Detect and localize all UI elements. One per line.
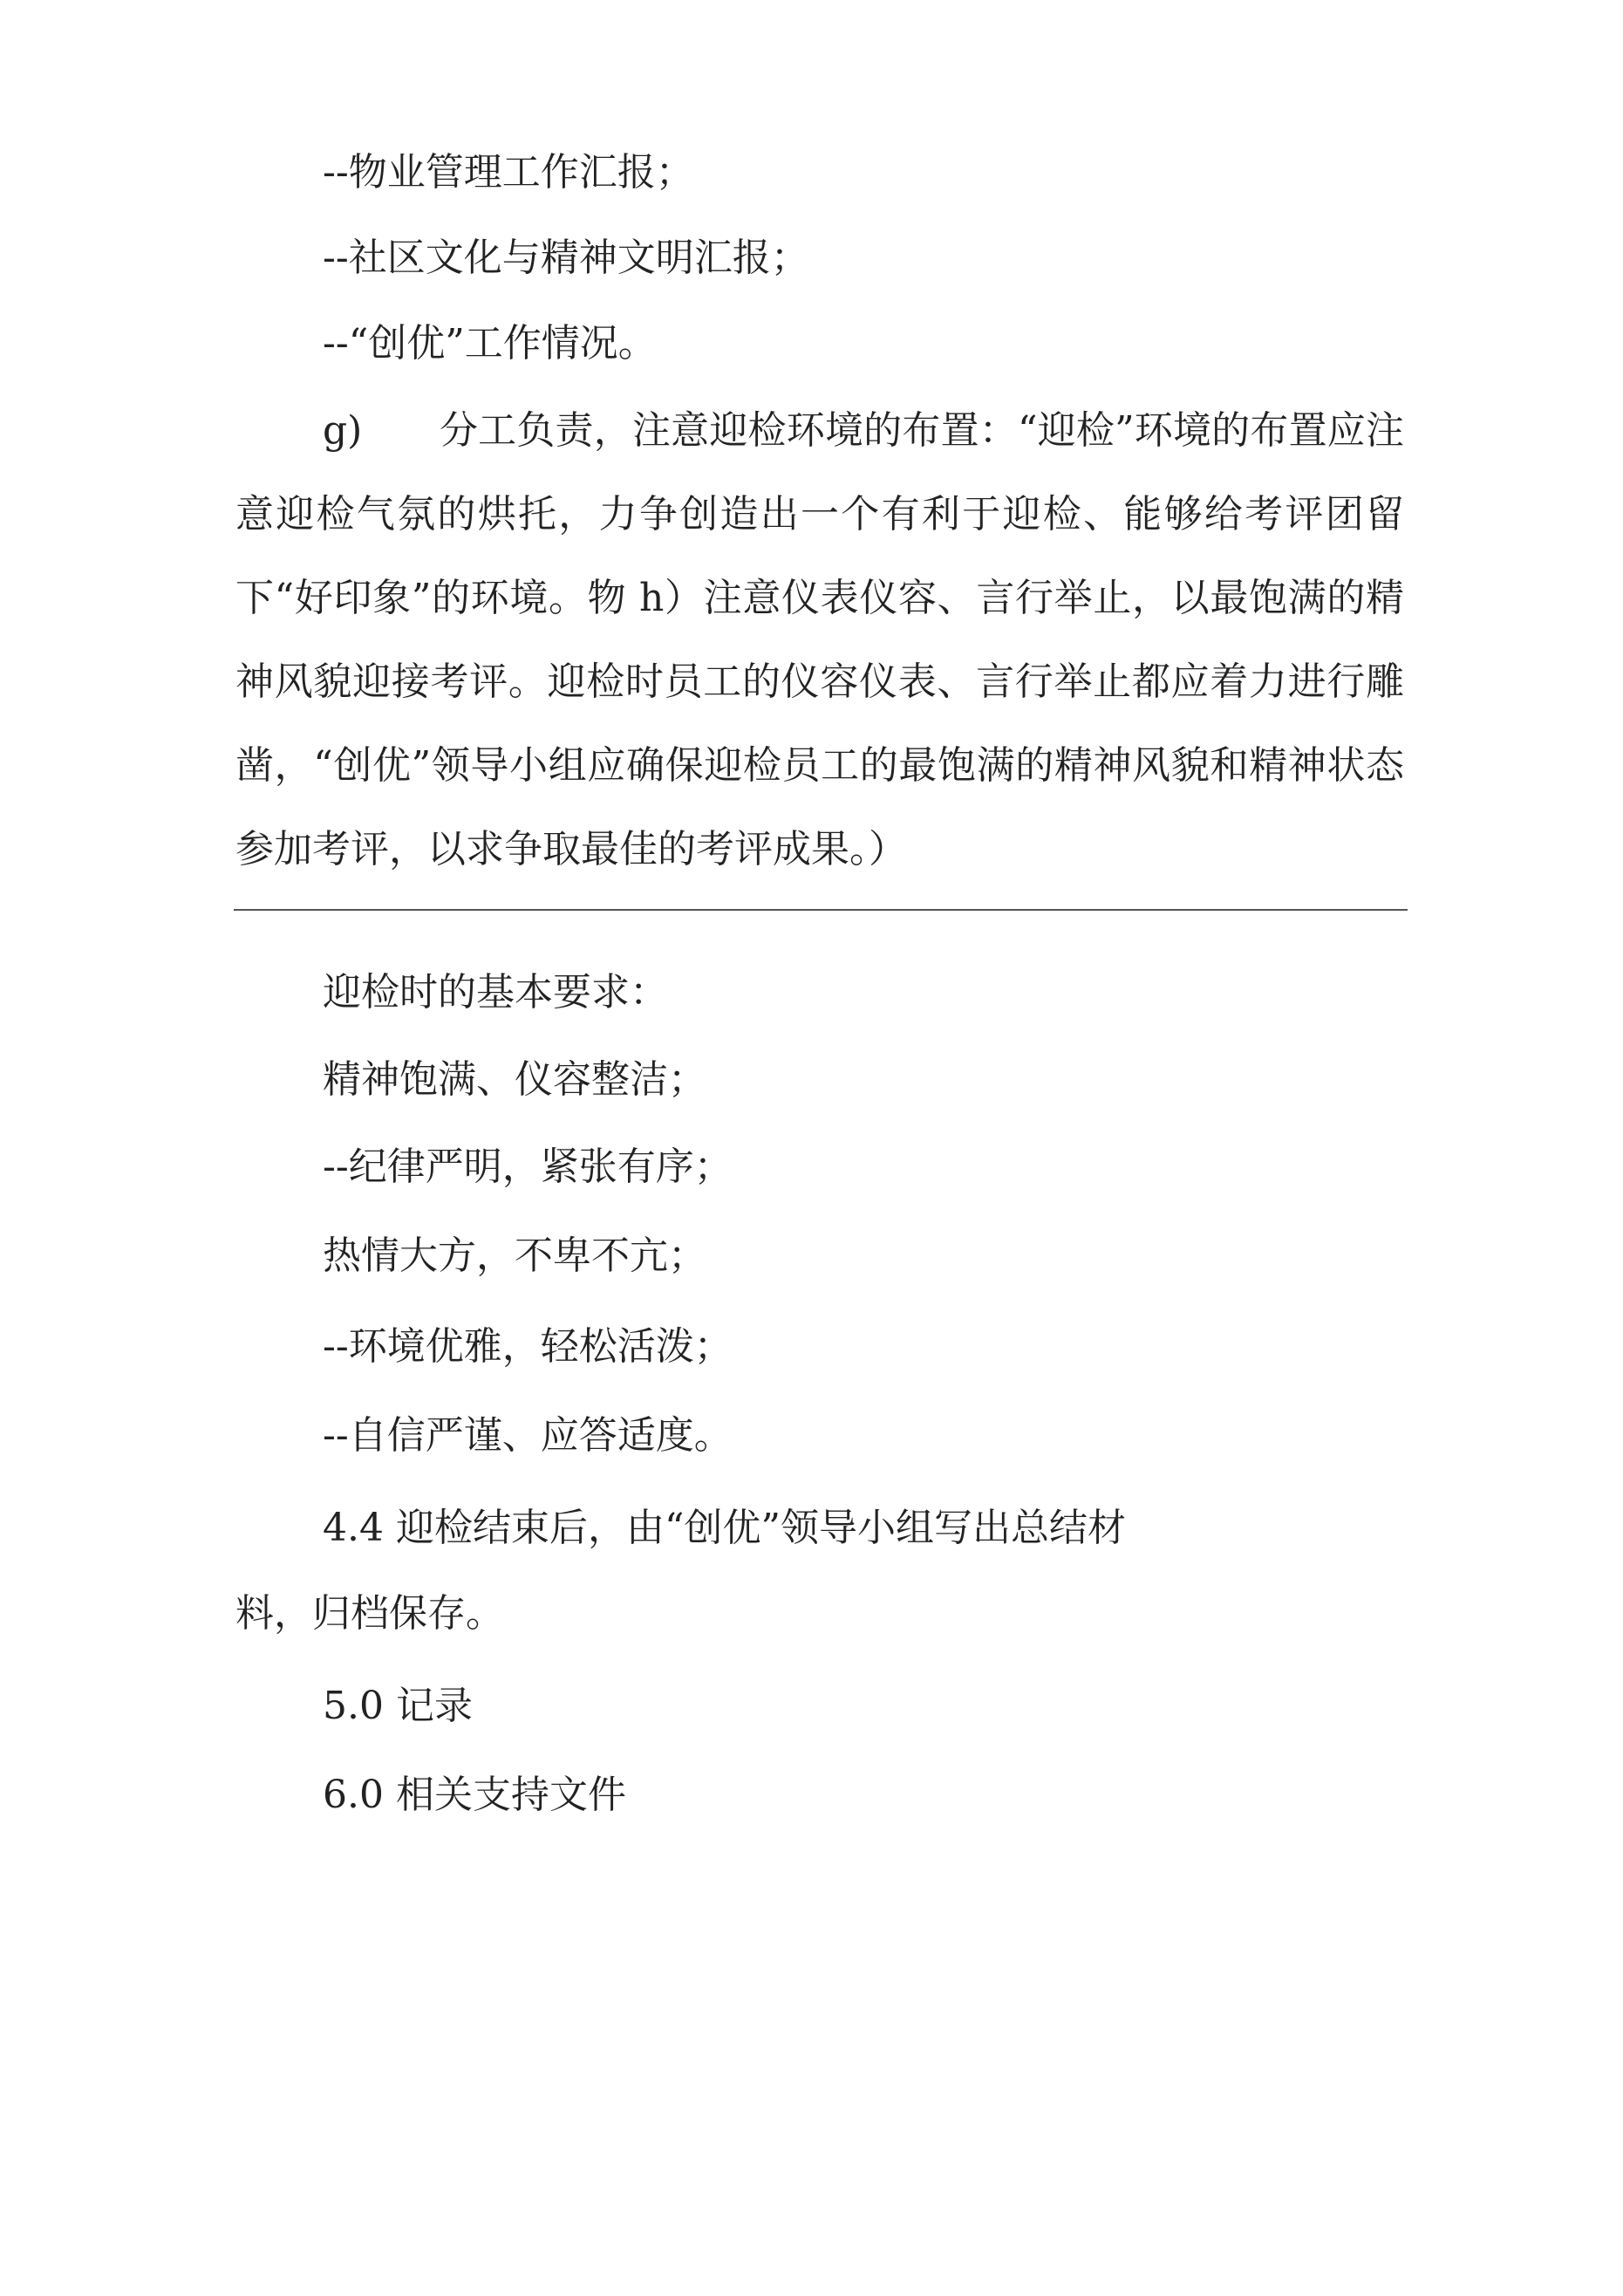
text-line-section-4-4: 4.4 迎检结束后，由“创优”领导小组写出总结材 <box>323 1506 1126 1550</box>
text-line-requirement-enthusiasm: 热情大方，不卑不亢； <box>323 1233 706 1278</box>
paragraph-g-inspection-environment: g) 分工负责，注意迎检环境的布置：“迎检”环境的布置应注意迎检气氛的烘托，力争创造出一个有利于迎检、能够给考评团留下“好印象”的环境。物 h）注意仪表仪容、言行举止，以最饱满的精神风貌迎接考评。迎检时员工的仪容仪表、言行举止都应着力进行雕凿，“创优”领导小组应确保迎检员工的最饱满的精神风貌和精神状态参加考评，以求争取最佳的考评成果。） <box>235 408 1404 871</box>
heading-records: 5.0 记录 <box>323 1684 473 1728</box>
text-line-requirement-discipline: --纪律严明，紧张有序； <box>323 1145 733 1189</box>
text-line-property-report: --物业管理工作汇报； <box>323 150 694 195</box>
text-line-basic-requirements: 迎检时的基本要求： <box>323 970 668 1015</box>
heading-related-documents: 6.0 相关支持文件 <box>323 1773 626 1817</box>
text-line-requirement-spirit: 精神饱满、仪容整洁； <box>323 1057 706 1102</box>
text-line-community-culture-report: --社区文化与精神文明汇报； <box>323 236 809 280</box>
text-line-section-4-4-wrap: 料，归档保存。 <box>235 1591 504 1636</box>
text-line-requirement-confidence: --自信严谨、应答适度。 <box>323 1413 733 1458</box>
horizontal-divider <box>234 909 1408 911</box>
text-line-excellence-status: --“创优”工作情况。 <box>323 321 657 366</box>
text-line-requirement-environment: --环境优雅，轻松活泼； <box>323 1324 733 1369</box>
